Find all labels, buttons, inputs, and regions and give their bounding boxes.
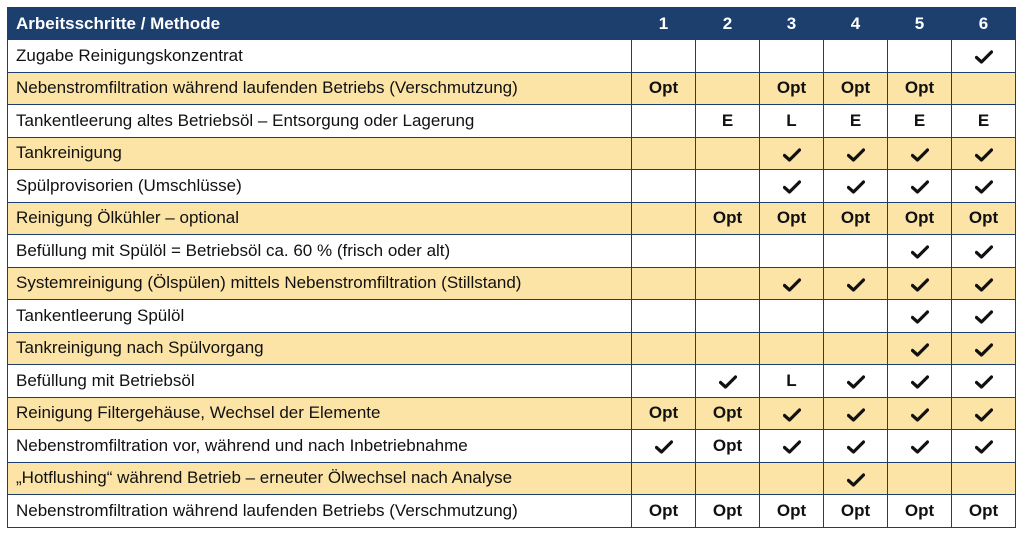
method-cell-empty [760,462,824,495]
method-cell-empty [696,300,760,333]
method-cell-value: Opt [632,72,696,105]
step-label: „Hotflushing“ während Betrieb – erneuter Ölwechsel nach Analyse [8,462,632,495]
step-label: Tankentleerung altes Betriebsöl – Entsorgung oder Lagerung [8,105,632,138]
step-label: Reinigung Filtergehäuse, Wechsel der Elemente [8,397,632,430]
method-cell-empty [632,300,696,333]
table-row [8,495,1016,528]
method-cell-empty [824,235,888,268]
check-icon [975,439,993,453]
check-icon [975,49,993,63]
check-icon [975,342,993,356]
check-icon [783,439,801,453]
method-cell [952,332,1016,365]
method-cell [632,430,696,463]
check-icon [911,179,929,193]
method-cell [952,430,1016,463]
method-table-container [7,7,1015,528]
method-cell-value: Opt [696,202,760,235]
method-cell-empty [632,462,696,495]
table-row [8,40,1016,73]
method-cell-value: Opt [760,72,824,105]
method-cell-value: L [760,365,824,398]
method-cell-empty [632,332,696,365]
table-row [8,105,1016,138]
method-cell-empty [632,267,696,300]
check-icon [847,179,865,193]
table-row [8,202,1016,235]
method-cell-empty [888,40,952,73]
method-cell [760,397,824,430]
check-icon [847,407,865,421]
check-icon [783,277,801,291]
method-cell-value: L [760,105,824,138]
check-icon [911,439,929,453]
method-header: 2 [696,8,760,40]
method-cell-empty [760,300,824,333]
method-cell-empty [696,235,760,268]
table-row [8,332,1016,365]
method-cell [760,170,824,203]
table-row [8,267,1016,300]
step-label: Reinigung Ölkühler – optional [8,202,632,235]
method-cell-value: Opt [824,202,888,235]
method-cell [952,235,1016,268]
method-cell [760,430,824,463]
table-row [8,397,1016,430]
method-table [7,7,1016,528]
method-cell-value: Opt [824,72,888,105]
method-cell-value: Opt [888,495,952,528]
step-label: Nebenstromfiltration während laufenden Betriebs (Verschmutzung) [8,72,632,105]
method-cell [888,267,952,300]
method-cell-value: Opt [888,202,952,235]
check-icon [655,439,673,453]
method-cell-empty [824,300,888,333]
method-cell [888,365,952,398]
method-cell-value: Opt [696,430,760,463]
method-cell-value: Opt [888,72,952,105]
step-label: Nebenstromfiltration während laufenden Betriebs (Verschmutzung) [8,495,632,528]
method-cell-empty [952,462,1016,495]
method-cell-value: Opt [696,397,760,430]
method-cell-empty [760,332,824,365]
method-cell-empty [952,72,1016,105]
table-row [8,137,1016,170]
check-icon [847,374,865,388]
method-header: 1 [632,8,696,40]
method-cell-value: Opt [632,495,696,528]
step-label: Befüllung mit Betriebsöl [8,365,632,398]
method-cell-empty [824,40,888,73]
method-header: 6 [952,8,1016,40]
table-body [8,40,1016,528]
method-cell [952,40,1016,73]
check-icon [911,374,929,388]
method-cell [824,462,888,495]
check-icon [911,342,929,356]
method-header: 4 [824,8,888,40]
check-icon [975,309,993,323]
table-row [8,72,1016,105]
method-cell-empty [824,332,888,365]
method-cell-value: Opt [632,397,696,430]
table-row [8,462,1016,495]
method-cell [952,137,1016,170]
method-cell-value: E [824,105,888,138]
step-label: Tankreinigung [8,137,632,170]
check-icon [847,147,865,161]
check-icon [783,147,801,161]
method-cell [824,267,888,300]
method-cell [888,397,952,430]
check-icon [911,407,929,421]
method-cell-empty [632,105,696,138]
method-cell [888,235,952,268]
method-cell [952,170,1016,203]
check-icon [911,309,929,323]
table-row [8,300,1016,333]
method-cell-empty [888,462,952,495]
method-cell [952,267,1016,300]
step-label: Zugabe Reinigungskonzentrat [8,40,632,73]
check-icon [975,244,993,258]
check-icon [847,277,865,291]
method-cell-value: E [696,105,760,138]
method-cell [888,300,952,333]
method-cell-empty [632,365,696,398]
method-cell-empty [696,267,760,300]
method-header: 5 [888,8,952,40]
check-icon [783,407,801,421]
method-cell [824,170,888,203]
method-cell-empty [696,137,760,170]
method-cell-empty [632,170,696,203]
table-row [8,170,1016,203]
method-cell [760,267,824,300]
method-cell [824,430,888,463]
method-cell-empty [632,235,696,268]
method-cell [888,430,952,463]
method-header: 3 [760,8,824,40]
table-row [8,430,1016,463]
check-icon [911,244,929,258]
check-icon [783,179,801,193]
method-cell-empty [696,332,760,365]
check-icon [911,147,929,161]
check-icon [975,374,993,388]
check-icon [975,277,993,291]
method-cell-empty [632,202,696,235]
method-cell-empty [760,40,824,73]
method-cell [824,365,888,398]
method-cell [888,332,952,365]
method-cell-empty [696,72,760,105]
method-cell [888,137,952,170]
step-label: Spülprovisorien (Umschlüsse) [8,170,632,203]
method-cell-empty [632,40,696,73]
header-row [8,8,1016,40]
method-cell-empty [696,40,760,73]
step-label: Systemreinigung (Ölspülen) mittels Nebenstromfiltration (Stillstand) [8,267,632,300]
check-icon [719,374,737,388]
method-cell [952,300,1016,333]
method-cell [760,137,824,170]
method-cell [824,137,888,170]
check-icon [911,277,929,291]
check-icon [975,147,993,161]
check-icon [847,472,865,486]
method-cell-value: Opt [824,495,888,528]
table-row [8,365,1016,398]
check-icon [975,407,993,421]
header-title: Arbeitsschritte / Methode [8,8,632,40]
method-cell-value: Opt [696,495,760,528]
check-icon [975,179,993,193]
method-cell-value: Opt [952,495,1016,528]
step-label: Tankreinigung nach Spülvorgang [8,332,632,365]
method-cell [952,397,1016,430]
step-label: Nebenstromfiltration vor, während und nach Inbetriebnahme [8,430,632,463]
method-cell-empty [696,170,760,203]
table-row [8,235,1016,268]
check-icon [847,439,865,453]
method-cell-value: E [952,105,1016,138]
method-cell [696,365,760,398]
method-cell-value: Opt [760,495,824,528]
method-cell [952,365,1016,398]
method-cell-empty [696,462,760,495]
method-cell-empty [632,137,696,170]
method-cell-empty [760,235,824,268]
step-label: Befüllung mit Spülöl = Betriebsöl ca. 60 % (frisch oder alt) [8,235,632,268]
method-cell-value: E [888,105,952,138]
method-cell-value: Opt [952,202,1016,235]
method-cell [824,397,888,430]
method-cell-value: Opt [760,202,824,235]
step-label: Tankentleerung Spülöl [8,300,632,333]
method-cell [888,170,952,203]
